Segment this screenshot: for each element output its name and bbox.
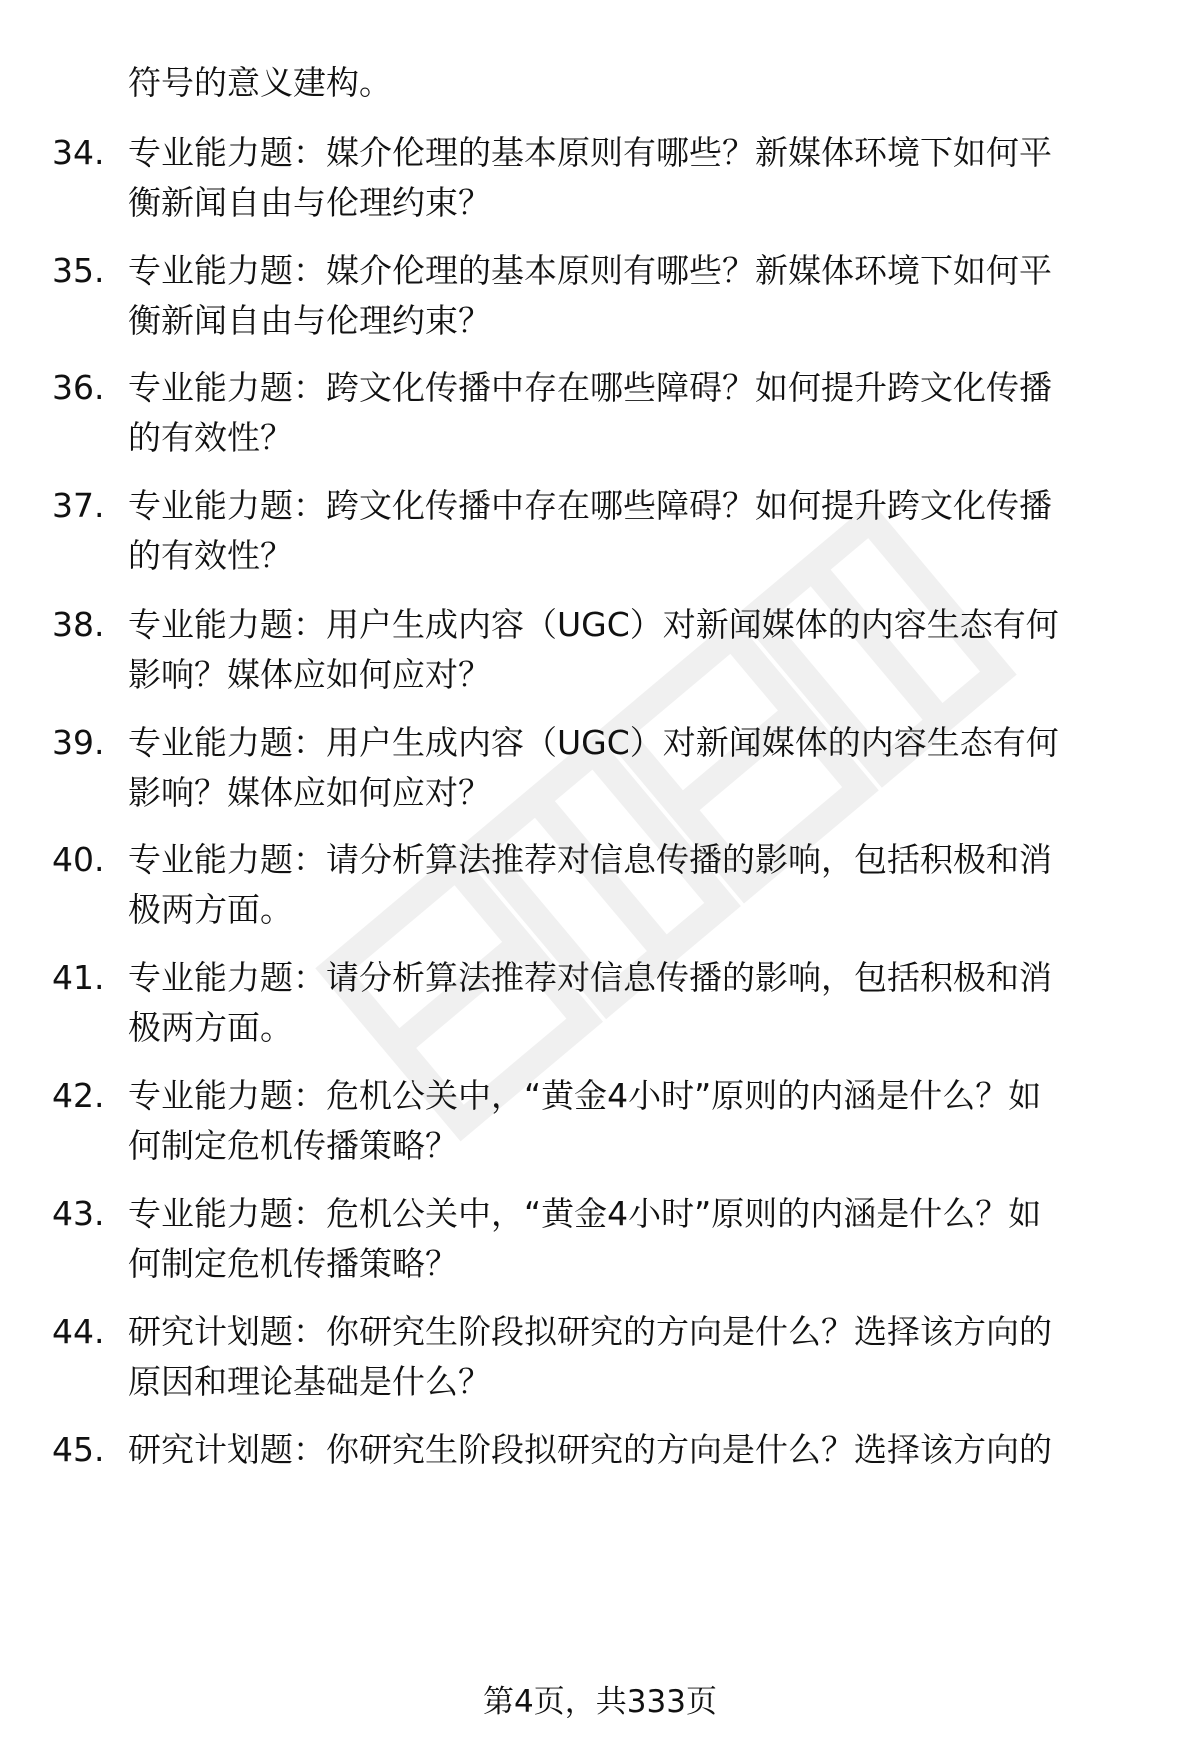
question-number: 43. <box>52 1194 105 1233</box>
question-text-line-1: 专业能力题：请分析算法推荐对信息传播的影响，包括积极和消 <box>128 840 1052 879</box>
question-text-line-1: 专业能力题：跨文化传播中存在哪些障碍？如何提升跨文化传播 <box>128 486 1052 525</box>
question-text-line-1: 专业能力题：跨文化传播中存在哪些障碍？如何提升跨文化传播 <box>128 368 1052 407</box>
question-text-line-1: 专业能力题：用户生成内容（UGC）对新闻媒体的内容生态有何 <box>128 723 1059 762</box>
question-text-line-2: 原因和理论基础是什么？ <box>128 1362 491 1401</box>
question-number: 44. <box>52 1312 105 1351</box>
question-text-line-2: 的有效性？ <box>128 418 293 457</box>
question-number: 42. <box>52 1076 105 1115</box>
question-number: 39. <box>52 723 105 762</box>
question-number: 35. <box>52 251 105 290</box>
question-text-line-1: 研究计划题：你研究生阶段拟研究的方向是什么？选择该方向的 <box>128 1430 1052 1469</box>
question-number: 38. <box>52 605 105 644</box>
question-text-line-2: 影响？媒体应如何应对？ <box>128 655 491 694</box>
question-number: 34. <box>52 133 105 172</box>
question-text-line-2: 衡新闻自由与伦理约束？ <box>128 183 491 222</box>
question-text-line-2: 极两方面。 <box>128 1008 293 1047</box>
question-text-line-1: 专业能力题：媒介伦理的基本原则有哪些？新媒体环境下如何平 <box>128 133 1052 172</box>
question-text-line-1: 专业能力题：请分析算法推荐对信息传播的影响，包括积极和消 <box>128 958 1052 997</box>
question-text-line-2: 衡新闻自由与伦理约束？ <box>128 301 491 340</box>
question-text-line-1: 专业能力题：用户生成内容（UGC）对新闻媒体的内容生态有何 <box>128 605 1059 644</box>
continuation-text: 符号的意义建构。 <box>128 63 392 102</box>
question-number: 37. <box>52 486 105 525</box>
question-number: 41. <box>52 958 105 997</box>
question-text-line-2: 何制定危机传播策略？ <box>128 1244 458 1283</box>
page-footer: 第4页，共333页 <box>483 1684 717 1720</box>
question-number: 36. <box>52 368 105 407</box>
question-number: 40. <box>52 840 105 879</box>
question-text-line-2: 极两方面。 <box>128 890 293 929</box>
question-text-line-2: 的有效性？ <box>128 536 293 575</box>
question-text-line-1: 专业能力题：危机公关中，“黄金4小时”原则的内涵是什么？如 <box>128 1194 1042 1233</box>
question-text-line-1: 专业能力题：危机公关中，“黄金4小时”原则的内涵是什么？如 <box>128 1076 1042 1115</box>
question-text-line-1: 专业能力题：媒介伦理的基本原则有哪些？新媒体环境下如何平 <box>128 251 1052 290</box>
question-number: 45. <box>52 1430 105 1469</box>
question-text-line-1: 研究计划题：你研究生阶段拟研究的方向是什么？选择该方向的 <box>128 1312 1052 1351</box>
question-text-line-2: 影响？媒体应如何应对？ <box>128 773 491 812</box>
question-text-line-2: 何制定危机传播策略？ <box>128 1126 458 1165</box>
